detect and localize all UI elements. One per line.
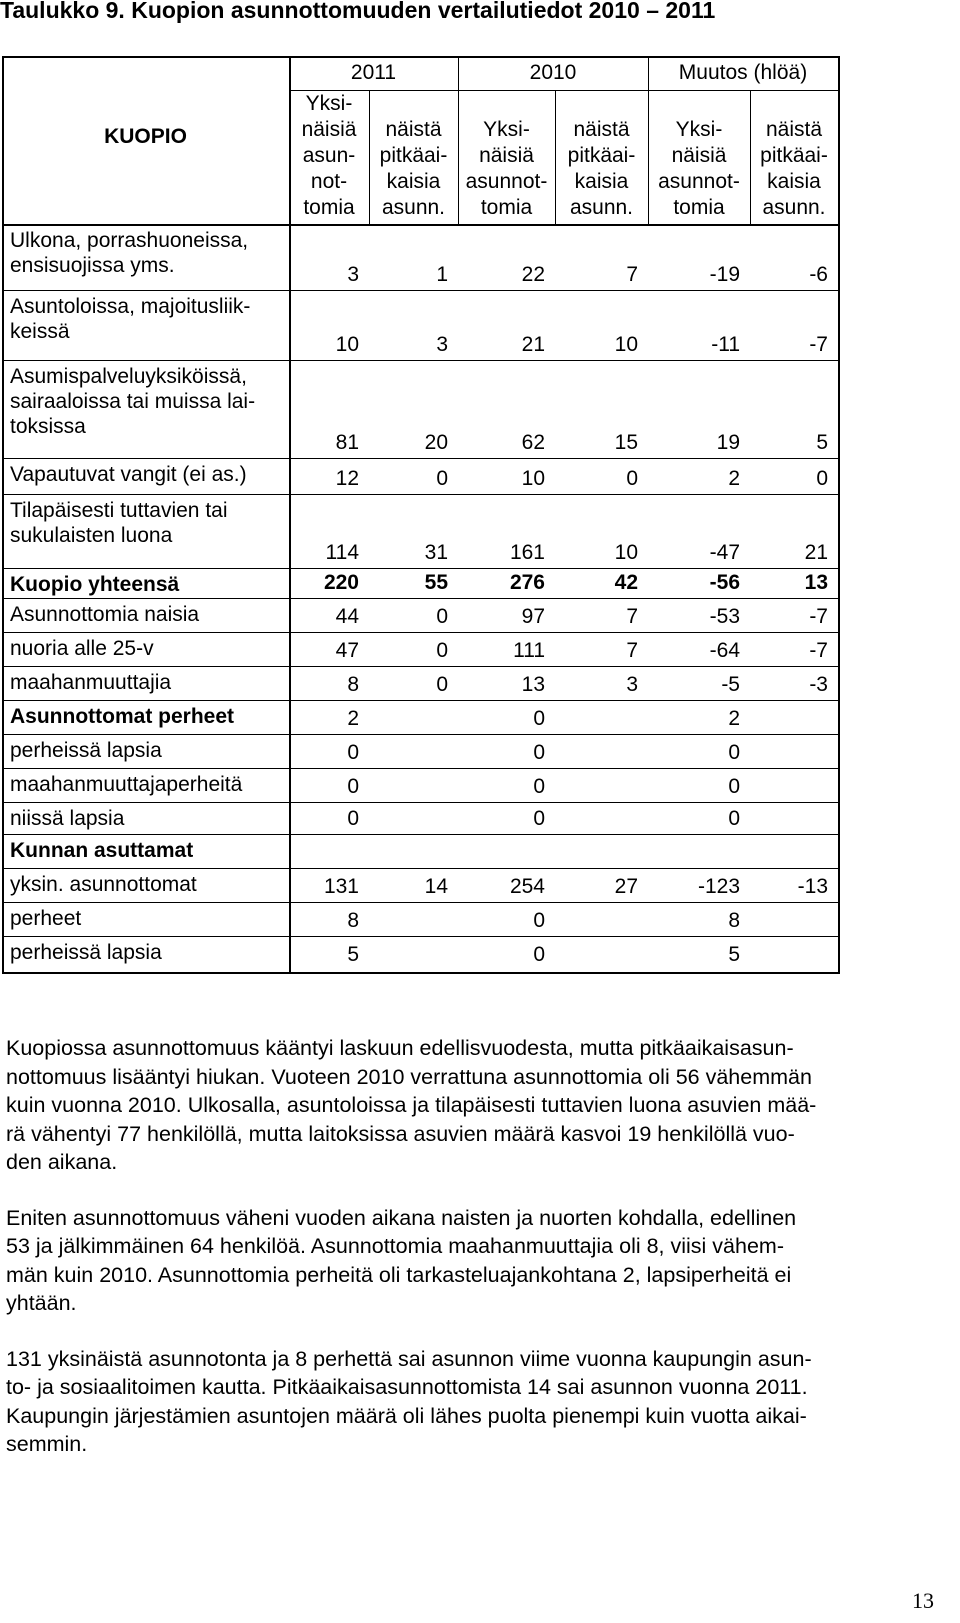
value-cell: 2	[728, 707, 740, 730]
value-cell: 0	[533, 807, 545, 830]
row-divider	[2, 700, 838, 701]
header-rule	[2, 224, 838, 226]
table-border-bottom	[2, 972, 840, 974]
value-cell: 31	[424, 541, 448, 564]
value-cell: 131	[323, 875, 359, 898]
value-cell: 1	[436, 263, 448, 286]
value-cell: -47	[709, 541, 740, 564]
value-cell: 276	[509, 571, 545, 594]
value-cell: 0	[533, 909, 545, 932]
row-label: Asuntoloissa, majoitusliik- keissä	[10, 295, 251, 343]
value-cell: 3	[626, 673, 638, 696]
value-cell: 114	[325, 541, 359, 564]
value-cell: 15	[614, 431, 638, 454]
value-cell: 5	[728, 943, 740, 966]
row-label: Asunnottomat perheet	[10, 705, 235, 728]
row-divider	[2, 632, 838, 633]
paragraph-1: Kuopiossa asunnottomuus kääntyi laskuun edellisvuodesta, mutta pitkäaikaisasun- nottomuus lisääntyi hiukan. Vuoteen 2010 verrattuna asunnottomia oli 56 vähemmän kuin vuonna 2010. Ulkosalla, asuntoloissa ja tilapäisesti tuttavien luona asuvien mää- rä vähentyi 77 henkilöllä, mutta laitoksissa asuvien määrä kasvoi 19 henkilöllä vuo- den aikana.	[6, 1036, 817, 1174]
row-divider	[2, 868, 838, 869]
value-cell: -7	[809, 639, 828, 662]
value-cell: 0	[436, 673, 448, 696]
body-text	[6, 1034, 941, 1486]
value-cell: 10	[335, 333, 359, 356]
value-cell: -5	[721, 673, 740, 696]
value-cell: 42	[614, 571, 638, 594]
value-cell: 3	[436, 333, 448, 356]
row-label: maahanmuuttajaperheitä	[10, 773, 243, 796]
value-cell: 0	[816, 467, 828, 490]
value-cell: -13	[797, 875, 828, 898]
row-label: perheet	[10, 907, 82, 930]
value-cell: 7	[626, 605, 638, 628]
value-cell: 0	[533, 943, 545, 966]
page-number: 13	[912, 1588, 934, 1613]
table-border-left	[2, 56, 4, 974]
row-divider	[2, 768, 838, 769]
year-header: Muutos (hlöä)	[678, 61, 808, 84]
value-cell: 3	[347, 263, 359, 286]
row-label: nuoria alle 25-v	[10, 637, 154, 660]
value-cell: 44	[335, 605, 359, 628]
row-divider	[2, 598, 838, 599]
value-cell: -7	[809, 605, 828, 628]
row-label: Asunnottomia naisia	[10, 603, 200, 626]
value-cell: -19	[709, 263, 740, 286]
value-cell: 8	[347, 673, 359, 696]
value-cell: 10	[614, 333, 638, 356]
row-divider	[2, 458, 838, 459]
value-cell: -7	[809, 333, 828, 356]
value-cell: 0	[436, 467, 448, 490]
row-label: maahanmuuttajia	[10, 671, 172, 694]
value-cell: 13	[521, 673, 545, 696]
value-cell: 0	[626, 467, 638, 490]
row-divider	[2, 360, 838, 361]
value-cell: 0	[533, 775, 545, 798]
value-cell: 62	[521, 431, 545, 454]
value-cell: 0	[728, 807, 740, 830]
row-label: Kunnan asuttamat	[10, 839, 194, 862]
value-cell: -53	[709, 605, 740, 628]
paragraph-2: Eniten asunnottomuus väheni vuoden aikana naisten ja nuorten kohdalla, edellinen 53 ja jälkimmäinen 64 henkilöä. Asunnottomia maahanmuuttajia oli 8, viisi vähem- män kuin 2010. Asunnottomia perheitä oli tarkasteluajankohtana 2, lapsiperheitä ei yhtään.	[6, 1205, 797, 1315]
row-label: perheissä lapsia	[10, 941, 162, 964]
table-border-right	[838, 56, 840, 974]
subheader-cell: näistä pitkäai- kaisia asunn.	[760, 118, 828, 219]
value-cell: 5	[347, 943, 359, 966]
value-cell: 10	[614, 541, 638, 564]
subheader-cell: näistä pitkäai- kaisia asunn.	[567, 118, 636, 219]
subheader-cell: Yksi- näisiä asunnot- tomia	[658, 118, 740, 219]
row-divider	[2, 666, 838, 667]
table-border-top	[2, 56, 840, 58]
value-cell: 0	[347, 775, 359, 798]
value-cell: 220	[323, 571, 359, 594]
paragraph-3: 131 yksinäistä asunnotonta ja 8 perhettä sai asunnon viime vuonna kaupungin asun- to- ja sosiaalitoimen kautta. Pitkäaikaisasunnottomista 14 sai asunnon vuonna 2011. Kaupungin järjestämien asuntojen määrä oli lähes puolta pienempi kuin vuotta aikai- semmin.	[6, 1346, 812, 1456]
value-cell: 2	[347, 707, 359, 730]
value-cell: 0	[533, 741, 545, 764]
value-cell: -6	[809, 263, 828, 286]
value-cell: 8	[347, 909, 359, 932]
value-cell: 5	[816, 431, 828, 454]
value-cell: -56	[709, 571, 740, 594]
value-cell: 0	[728, 775, 740, 798]
value-cell: -123	[697, 875, 740, 898]
value-cell: 8	[728, 909, 740, 932]
row-label: niissä lapsia	[10, 807, 125, 830]
value-cell: 0	[728, 741, 740, 764]
value-cell: -11	[711, 333, 740, 356]
year-header-rule	[289, 90, 838, 91]
value-cell: 20	[424, 431, 448, 454]
value-cell: 13	[804, 571, 828, 594]
row-label: Ulkona, porrashuoneissa, ensisuojissa yms.	[10, 229, 249, 277]
subheader-cell: Yksi- näisiä asunnot- tomia	[465, 118, 548, 219]
value-cell: -64	[709, 639, 740, 662]
value-cell: 14	[424, 875, 448, 898]
value-cell: 7	[626, 263, 638, 286]
value-cell: 21	[804, 541, 828, 564]
value-cell: 111	[513, 639, 545, 662]
subheader-cell: Yksi- näisiä asun- not- tomia	[301, 92, 357, 219]
value-cell: 12	[335, 467, 359, 490]
value-cell: 81	[335, 431, 359, 454]
subheader-cell: näistä pitkäai- kaisia asunn.	[379, 118, 448, 219]
value-cell: 47	[335, 639, 359, 662]
row-divider	[2, 568, 838, 569]
value-cell: 10	[521, 467, 545, 490]
value-cell: 27	[614, 875, 638, 898]
row-divider	[2, 494, 838, 495]
value-cell: 2	[728, 467, 740, 490]
value-cell: 254	[509, 875, 545, 898]
value-cell: 0	[533, 707, 545, 730]
year-header: 2010	[529, 61, 577, 84]
row-label: perheissä lapsia	[10, 739, 162, 762]
value-cell: -3	[809, 673, 828, 696]
value-cell: 0	[436, 639, 448, 662]
row-divider	[2, 290, 838, 291]
row-divider	[2, 936, 838, 937]
value-cell: 0	[436, 605, 448, 628]
row-divider	[2, 802, 838, 803]
value-cell: 161	[509, 541, 545, 564]
value-cell: 19	[716, 431, 740, 454]
row-label: Tilapäisesti tuttavien tai sukulaisten luona	[10, 499, 228, 547]
value-cell: 55	[424, 571, 448, 594]
value-cell: 97	[521, 605, 545, 628]
row-label: Asumispalveluyksiköissä, sairaaloissa tai muissa lai- toksissa	[10, 365, 256, 438]
row-label: Kuopio yhteensä	[10, 573, 180, 596]
row-label: yksin. asunnottomat	[10, 873, 197, 896]
value-cell: 22	[521, 263, 545, 286]
value-cell: 0	[347, 807, 359, 830]
table-caption: Taulukko 9. Kuopion asunnottomuuden vertailutiedot 2010 – 2011	[0, 0, 716, 23]
row-divider	[2, 834, 838, 835]
row-divider	[2, 734, 838, 735]
value-cell: 0	[347, 741, 359, 764]
corner-label: KUOPIO	[104, 125, 187, 148]
value-cell: 21	[521, 333, 545, 356]
row-divider	[2, 902, 838, 903]
year-header: 2011	[350, 61, 397, 84]
row-label: Vapautuvat vangit (ei as.)	[10, 463, 247, 486]
value-cell: 7	[626, 639, 638, 662]
